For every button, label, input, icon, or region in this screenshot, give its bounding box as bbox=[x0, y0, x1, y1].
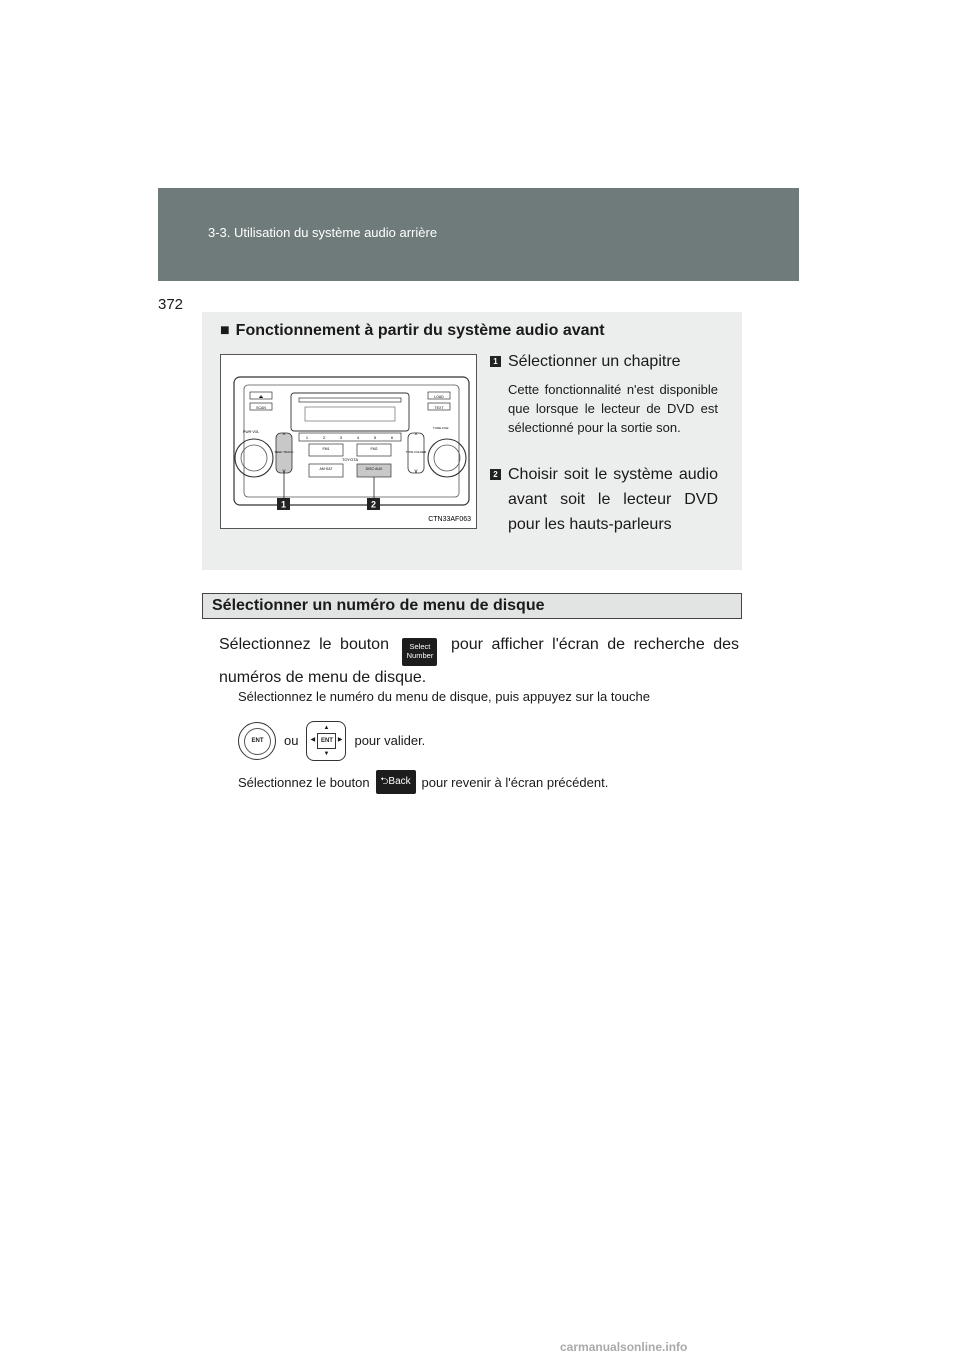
box-title-text: Fonctionnement à partir du système audio avant bbox=[235, 322, 605, 339]
note-2-before: Sélectionnez le bouton bbox=[238, 774, 370, 790]
svg-text:^: ^ bbox=[282, 433, 286, 439]
section-heading-bar bbox=[202, 593, 742, 619]
para-before: Sélectionnez le bouton bbox=[219, 636, 389, 653]
figure-code: CTN33AF063 bbox=[428, 516, 471, 523]
preset-3-label: 3 bbox=[339, 435, 343, 440]
scan-label: SCAN bbox=[256, 406, 266, 410]
callout-1-label: 1 bbox=[280, 499, 287, 510]
watermark: carmanualsonline.info bbox=[560, 1340, 688, 1354]
step-1-marker: 1 bbox=[490, 356, 501, 367]
am-sat-label: AM·SAT bbox=[319, 467, 333, 471]
step-2 bbox=[490, 462, 718, 537]
preset-1-label: 1 bbox=[305, 435, 309, 440]
callout-2-label: 2 bbox=[370, 499, 377, 510]
step-1-subtext: Cette fonctionnalité n'est disponible que lorsque le lecteur de DVD est sélectionné pour la sortie son. bbox=[508, 382, 718, 435]
step-2-marker: 2 bbox=[490, 469, 501, 480]
preset-4-label: 4 bbox=[356, 435, 360, 440]
main-paragraph bbox=[219, 633, 739, 690]
load-label: LOAD bbox=[434, 395, 444, 399]
note-2 bbox=[238, 770, 608, 794]
back-button: ⮌Back bbox=[376, 770, 416, 794]
select-number-line1: Select bbox=[409, 642, 431, 651]
audio-unit-figure bbox=[220, 354, 477, 529]
ent-knob-label: ENT bbox=[244, 728, 271, 755]
svg-text:v: v bbox=[414, 469, 418, 475]
type-folder-label: TYPE FOLDER bbox=[405, 450, 427, 454]
note-1-line-1: Sélectionnez le numéro du menu de disque, puis appuyez sur la touche bbox=[238, 689, 650, 704]
audio-unit-illustration bbox=[221, 355, 476, 528]
brand-label: TOYOTA bbox=[341, 457, 359, 462]
seek-track-label: SEEK TRACK bbox=[274, 450, 294, 454]
header-band bbox=[158, 188, 799, 281]
tune-file-label: TUNE·FILE bbox=[433, 426, 449, 430]
para-after: pour afficher l'écran de recherche des numéros de menu de disque. bbox=[219, 636, 739, 686]
ent-knob-icon bbox=[238, 722, 276, 760]
section-title: 3-3. Utilisation du système audio arrière bbox=[208, 225, 438, 240]
box-title bbox=[220, 322, 605, 340]
ent-dpad-icon: ▲ ▼ ◀ ▶ ENT bbox=[306, 721, 346, 761]
page-number: 372 bbox=[158, 296, 184, 313]
note-1-line-2 bbox=[238, 718, 425, 763]
step-1 bbox=[490, 349, 718, 437]
svg-text:^: ^ bbox=[414, 433, 418, 439]
disc-aux-label: DISC·AUX bbox=[365, 467, 383, 471]
square-bullet-icon: ■ bbox=[220, 322, 230, 339]
step-1-text: Sélectionner un chapitre bbox=[508, 353, 681, 370]
ent-dpad-label: ENT bbox=[317, 733, 336, 749]
pwr-vol-label: PWR·VOL bbox=[243, 430, 260, 434]
or-word: ou bbox=[284, 733, 299, 748]
note-2-after: pour revenir à l'écran précédent. bbox=[421, 774, 609, 790]
note-1-end: pour valider. bbox=[354, 733, 426, 748]
text-label: TEXT bbox=[434, 406, 444, 410]
preset-6-label: 6 bbox=[390, 435, 394, 440]
section-heading: Sélectionner un numéro de menu de disque bbox=[212, 597, 545, 614]
select-number-button bbox=[402, 638, 437, 666]
fm1-label: FM1 bbox=[322, 447, 330, 451]
fm2-label: FM2 bbox=[370, 447, 378, 451]
front-audio-box bbox=[202, 312, 742, 570]
preset-2-label: 2 bbox=[322, 435, 326, 440]
step-2-text: Choisir soit le système audio avant soit le lecteur DVD pour les hauts-parleurs bbox=[508, 466, 718, 533]
select-number-line2: Number bbox=[406, 651, 434, 660]
svg-text:v: v bbox=[282, 469, 286, 475]
preset-5-label: 5 bbox=[373, 435, 377, 440]
eject-label: ⏏ bbox=[258, 394, 264, 399]
